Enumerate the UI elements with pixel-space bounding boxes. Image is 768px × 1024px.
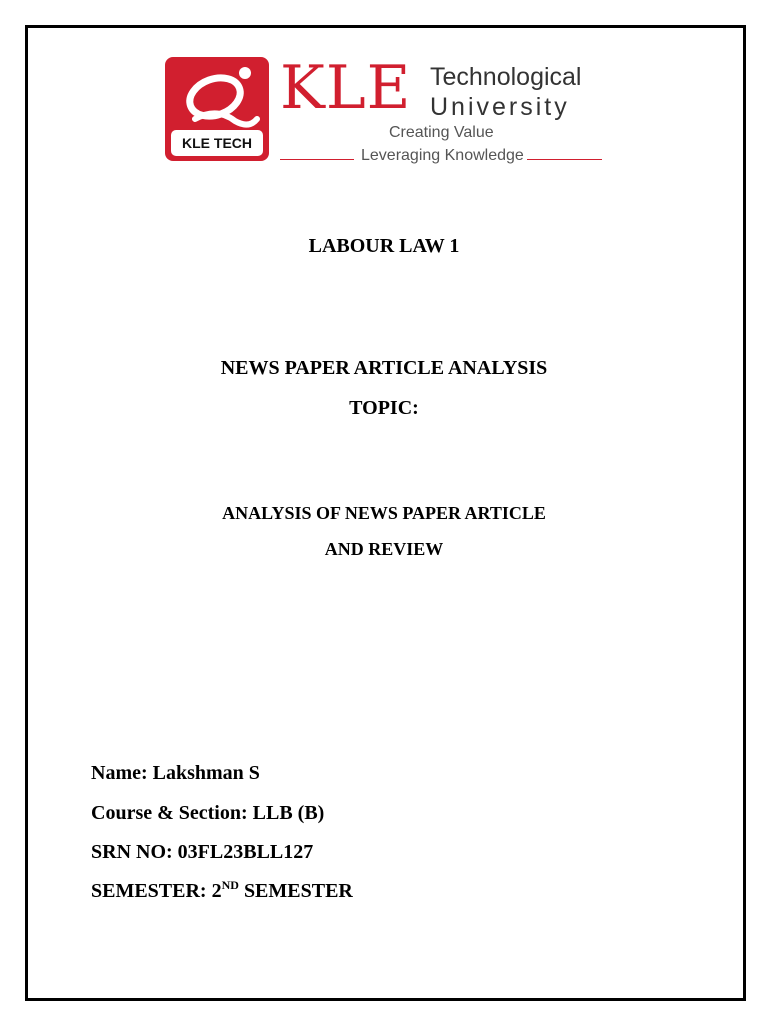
logo-line1: Technological [430, 63, 582, 91]
tagline-rule-left [280, 159, 354, 160]
topic-line-2: AND REVIEW [324, 539, 444, 559]
logo-wordmark: KLE [280, 53, 412, 123]
student-name: Name: Lakshman S [91, 762, 260, 784]
document-subtitle: NEWS PAPER ARTICLE ANALYSIS [220, 357, 548, 379]
document-title: LABOUR LAW 1 [308, 235, 460, 257]
kle-tech-badge [165, 57, 269, 161]
tagline-rule-right [527, 159, 602, 160]
srn-number: SRN NO: 03FL23BLL127 [91, 841, 314, 863]
logo-tagline1: Creating Value [389, 124, 494, 141]
university-logo [165, 53, 605, 167]
kle-emblem-icon [165, 57, 269, 137]
semester-ordinal-suffix: ND [221, 878, 239, 892]
logo-line2: University [430, 93, 570, 121]
semester-suffix: SEMESTER [238, 880, 353, 902]
badge-label: KLE TECH [171, 130, 263, 156]
logo-tagline2: Leveraging Knowledge [361, 147, 524, 164]
topic-line-1: ANALYSIS OF NEWS PAPER ARTICLE [222, 503, 546, 523]
semester-prefix: SEMESTER: 2 [91, 880, 222, 902]
semester [91, 880, 353, 903]
course-section: Course & Section: LLB (B) [91, 802, 325, 824]
topic-label: TOPIC: [349, 397, 419, 419]
